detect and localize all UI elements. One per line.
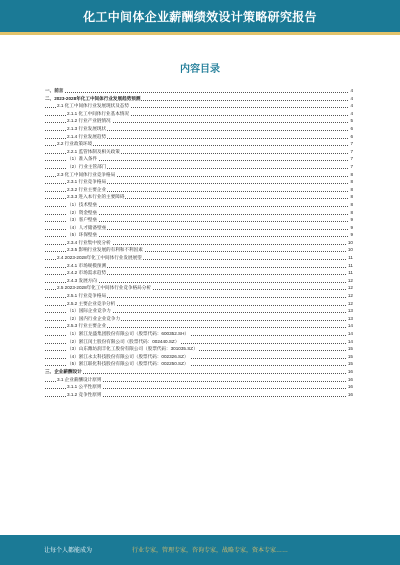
toc-entry[interactable] xyxy=(45,247,353,255)
toc-entry-page: 16 xyxy=(347,368,353,374)
leader-dots xyxy=(45,373,348,374)
toc-entry-label: 2.3.1 行业竞争格局 xyxy=(67,179,107,185)
toc-entry-page: 6 xyxy=(350,133,353,139)
toc-entry[interactable] xyxy=(45,202,353,210)
toc-entry[interactable] xyxy=(45,270,353,278)
toc-entry-page: 12 xyxy=(347,293,353,299)
toc-entry[interactable] xyxy=(45,164,353,172)
toc-entry-label: 三、企业薪酬设计 xyxy=(45,368,82,374)
toc-entry[interactable] xyxy=(45,369,353,377)
toc-entry[interactable] xyxy=(45,392,353,400)
toc-entry-page: 15 xyxy=(347,346,353,352)
toc-entry-page: 8 xyxy=(350,171,353,177)
toc-entry-label: 2.4.3 发展方向 xyxy=(67,277,97,283)
toc-entry-label: 2.5.1 行业竞争格局 xyxy=(67,293,107,299)
toc-entry-label: 2.5.2 主要企业竞争分析 xyxy=(67,300,116,306)
toc-entry[interactable] xyxy=(45,308,353,316)
toc-entry-label: （2）浙江闰土股份有限公司（股票代码：002440.SZ） xyxy=(67,338,180,344)
toc-entry-label: （1）浙江龙盛集团股份有限公司（股票代码：600352.SH） xyxy=(67,331,190,336)
toc-entry-label: 3.1.2 竞争性原则 xyxy=(67,391,102,397)
toc-entry-label: （2）国内行业企业竞争力 xyxy=(67,315,121,321)
toc-entry-label: 2.1.4 行业发展趋势 xyxy=(67,133,107,139)
toc-entry-page: 15 xyxy=(347,361,353,367)
toc-entry-page: 9 xyxy=(350,224,353,230)
toc-entry[interactable] xyxy=(45,141,353,149)
toc-entry[interactable] xyxy=(45,361,353,369)
toc-entry-label: 2.2.1 监管体制及相关政策 xyxy=(67,148,120,154)
toc-entry-label: 2.1.1 化工中间体行业基本情况 xyxy=(67,110,130,116)
toc-entry-page: 16 xyxy=(347,376,353,382)
report-title: 化工中间体企业薪酬绩效设计策略研究报告 xyxy=(83,10,317,24)
toc-entry-page: 12 xyxy=(347,285,353,291)
toc-entry-page: 12 xyxy=(347,300,353,306)
toc-entry-label: 3.1.1 公平性原则 xyxy=(67,384,102,390)
toc-entry-label: （5）环保壁垒 xyxy=(67,232,98,238)
toc-entry-page: 4 xyxy=(350,95,353,101)
toc-entry-page: 10 xyxy=(347,239,353,245)
toc-entry-page: 12 xyxy=(347,277,353,283)
toc-entry-page: 14 xyxy=(347,323,353,329)
toc-entry-page: 13 xyxy=(347,315,353,321)
toc-entry[interactable] xyxy=(45,346,353,354)
toc-entry-label: 2.4.2 市场需求趋势 xyxy=(67,270,107,276)
toc-entry-page: 13 xyxy=(347,308,353,314)
toc-entry-page: 4 xyxy=(350,103,353,109)
toc-entry[interactable] xyxy=(45,88,353,96)
toc-entry-page: 4 xyxy=(350,88,353,93)
toc-entry-label: （2）行业主管部门 xyxy=(67,163,107,169)
toc-entry-page: 7 xyxy=(350,148,353,154)
toc-entry-label: 2.3.3 进入本行业的主要障碍 xyxy=(67,194,125,200)
header-accent-bar xyxy=(0,32,400,35)
toc-entry[interactable] xyxy=(45,126,353,134)
toc-entry-label: （1）准入条件 xyxy=(67,156,98,162)
toc-entry-page: 16 xyxy=(347,384,353,390)
toc-entry[interactable] xyxy=(45,232,353,240)
toc-entry-page: 8 xyxy=(350,179,353,185)
toc-entry-label: 2.1 化工中间体行业发展现状及态势 xyxy=(57,103,129,109)
toc-entry[interactable] xyxy=(45,285,353,293)
toc-entry-page: 11 xyxy=(348,262,353,268)
toc-entry-label: 2.3.4 行业集中度分析 xyxy=(67,239,111,245)
toc-entry-page: 11 xyxy=(348,255,353,261)
toc-entry-page: 9 xyxy=(350,217,353,223)
toc-entry-label: （2）资金壁垒 xyxy=(67,209,98,215)
toc-entry-label: （3）客户壁垒 xyxy=(67,217,98,223)
toc-entry-label: （1）国际企业竞争力 xyxy=(67,308,111,314)
toc-entry-label: 2.4 2023-2028年化工中间体行业发展展望 xyxy=(57,255,142,261)
toc-entry-page: 11 xyxy=(348,270,353,276)
toc-entry-page: 8 xyxy=(350,186,353,192)
toc-entry[interactable] xyxy=(45,384,353,392)
toc-entry-page: 7 xyxy=(350,163,353,169)
toc-entry-label: （3）山东潍坊润丰化工股份有限公司（股票代码：301035.SZ） xyxy=(67,346,198,352)
toc-entry-label: （1）技术壁垒 xyxy=(67,201,98,207)
toc-heading: 内容目录 xyxy=(180,64,220,75)
toc-entry-label: 2.5 2023-2028年化工中间体行业竞争格局分析 xyxy=(57,285,151,291)
toc-entry[interactable] xyxy=(45,118,353,126)
toc-entry-page: 4 xyxy=(350,110,353,116)
toc-entry-page: 7 xyxy=(350,141,353,147)
toc-entry-page: 8 xyxy=(350,201,353,207)
toc-entry-label: （4）浙江永太科技股份有限公司（股票代码：002326.SZ） xyxy=(67,353,189,359)
toc-entry-page: 5 xyxy=(350,118,353,124)
toc-entry-page: 8 xyxy=(350,209,353,215)
toc-entry[interactable] xyxy=(45,194,353,202)
toc-entry-label: 3.1 企业薪酬设计原则 xyxy=(57,376,102,382)
toc-entry-label: 2.1.3 行业发展现状 xyxy=(67,125,107,131)
table-of-contents xyxy=(45,88,353,399)
toc-entry[interactable] xyxy=(45,156,353,164)
footer-tagline: 行业专家，管理专家，咨询专家，战略专家，资本专家…… xyxy=(132,548,289,554)
toc-entry[interactable] xyxy=(45,255,353,263)
toc-entry-label: 2.3.2 行业主要企业 xyxy=(67,186,107,192)
toc-entry[interactable] xyxy=(45,103,353,111)
toc-entry[interactable] xyxy=(45,172,353,180)
toc-entry-label: 二、2023-2028年化工中间体行业发展趋势预测 xyxy=(45,95,141,101)
toc-entry-page: 10 xyxy=(347,247,353,253)
leader-dots xyxy=(45,92,348,93)
report-footer xyxy=(0,535,400,565)
toc-entry[interactable] xyxy=(45,179,353,187)
toc-entry-page: 15 xyxy=(347,353,353,359)
toc-entry-page: 6 xyxy=(350,125,353,131)
footer-slogan: 让每个人都能成为 xyxy=(44,548,93,554)
toc-entry[interactable] xyxy=(45,217,353,225)
toc-entry-label: 2.5.3 行业主要企业 xyxy=(67,323,107,329)
toc-entry-label: 2.3.5 影响行业发展的有利和不利因素 xyxy=(67,247,143,253)
toc-entry[interactable] xyxy=(45,323,353,331)
toc-entry-page: 7 xyxy=(350,156,353,162)
toc-entry-page: 8 xyxy=(350,194,353,200)
toc-entry-page: 14 xyxy=(347,338,353,344)
toc-entry-label: 一、前言 xyxy=(45,88,64,93)
toc-entry-label: （5）浙江联化科技股份有限公司（股票代码：002250.SZ） xyxy=(67,361,189,367)
toc-entry-label: 2.3 化工中间体行业竞争格局 xyxy=(57,171,116,177)
toc-entry-page: 14 xyxy=(347,331,353,336)
toc-entry[interactable] xyxy=(45,293,353,301)
toc-entry[interactable] xyxy=(45,210,353,218)
toc-entry-page: 9 xyxy=(350,232,353,238)
toc-entry-label: （4）人才储备壁垒 xyxy=(67,224,107,230)
toc-entry-page: 16 xyxy=(347,391,353,397)
report-header xyxy=(0,0,400,32)
toc-entry-label: 2.2 行业政策环境 xyxy=(57,141,93,147)
toc-entry[interactable] xyxy=(45,331,353,339)
toc-entry-label: 2.1.2 行业产业链情况 xyxy=(67,118,111,124)
toc-entry-label: 2.4.1 市场规模预测 xyxy=(67,262,107,268)
